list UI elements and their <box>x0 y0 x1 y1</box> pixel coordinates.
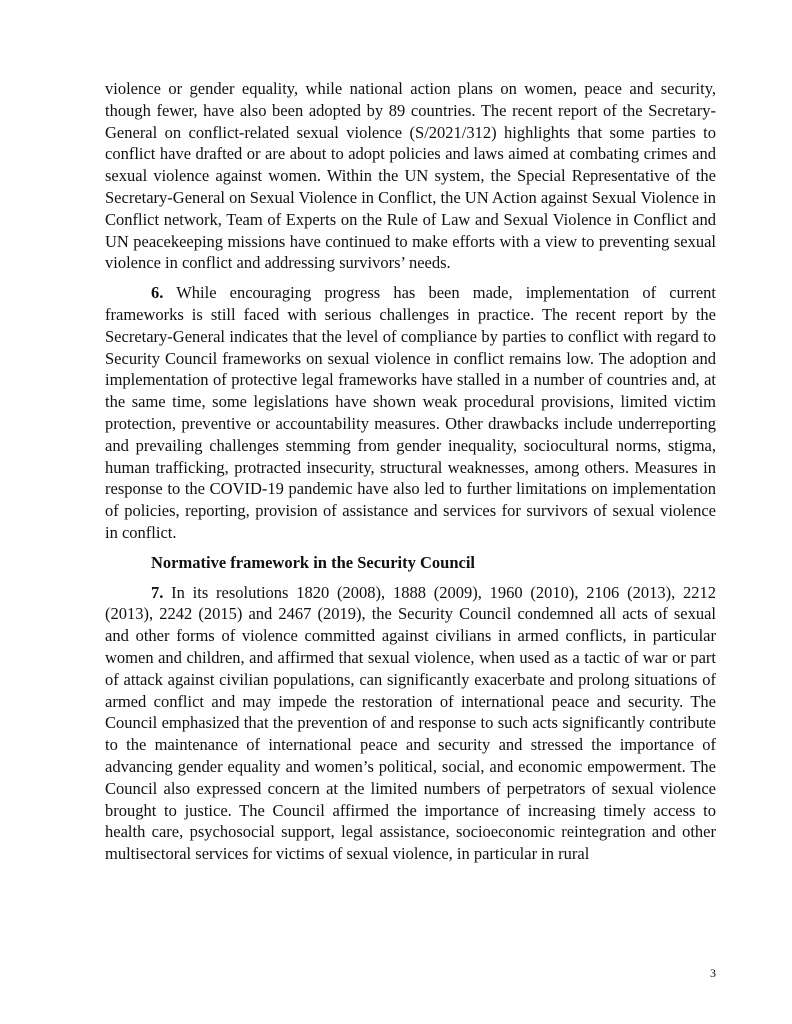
paragraph-number: 7. <box>151 582 164 602</box>
paragraph-continued <box>105 78 716 274</box>
page-number: 3 <box>710 966 716 980</box>
section-heading: Normative framework in the Security Council <box>151 552 475 572</box>
paragraph-text: In its resolutions 1820 (2008), 1888 (2009), 1960 (2010), 2106 (2013), 2212 (2013), 2242 (2015) and 2467 (2019), the Security Council condemned all acts of sexual and other forms of violence committed against civilians in armed conflicts, in particular women and children, and affirmed that sexual violence, when used as a tactic of war or part of attack against civilian populations, can significantly exacerbate and prolong situations of armed conflict and may impede the restoration of international peace and security. The Council emphasized that the prevention of and response to such acts significantly contribute to the maintenance of international peace and security and stressed the importance of advancing gender equality and women’s political, social, and economic empowerment. The Council also expressed concern at the limited numbers of perpetrators of sexual violence brought to justice. The Council affirmed the importance of increasing timely access to health care, psychosocial support, legal assistance, socioeconomic reintegration and other multisectoral services for victims of sexual violence, in particular in rural <box>105 582 716 864</box>
paragraph-7 <box>105 582 716 865</box>
paragraph-number: 6. <box>151 283 164 303</box>
document-body <box>105 78 716 865</box>
paragraph-6 <box>105 282 716 544</box>
paragraph-text: violence or gender equality, while national action plans on women, peace and security, though fewer, have also been adopted by 89 countries. The recent report of the Secretary-General on conflict-related sexual violence (S/2021/312) highlights that some parties to conflict have drafted or are about to adopt policies and laws aimed at combating crimes and sexual violence against women. Within the UN system, the Special Representative of the Secretary-General on Sexual Violence in Conflict, the UN Action against Sexual Violence in Conflict network, Team of Experts on the Rule of Law and Sexual Violence in Conflict and UN peacekeeping missions have continued to make efforts with a view to preventing sexual violence in conflict and addressing survivors’ needs. <box>105 79 716 273</box>
paragraph-text: While encouraging progress has been made, implementation of current frameworks is still faced with serious challenges in practice. The recent report by the Secretary-General indicates that the level of compliance by parties to conflict with regard to Security Council frameworks on sexual violence in conflict remains low. The adoption and implementation of protective legal frameworks have stalled in a number of countries and, at the same time, some legislations have shown weak procedural provisions, limited victim protection, preventive or accountability measures. Other drawbacks include underreporting and prevailing challenges stemming from gender inequality, sociocultural norms, stigma, human trafficking, protracted insecurity, structural weaknesses, among others. Measures in response to the COVID-19 pandemic have also led to further limitations on implementation of policies, reporting, provision of assistance and services for survivors of sexual violence in conflict. <box>105 283 716 542</box>
